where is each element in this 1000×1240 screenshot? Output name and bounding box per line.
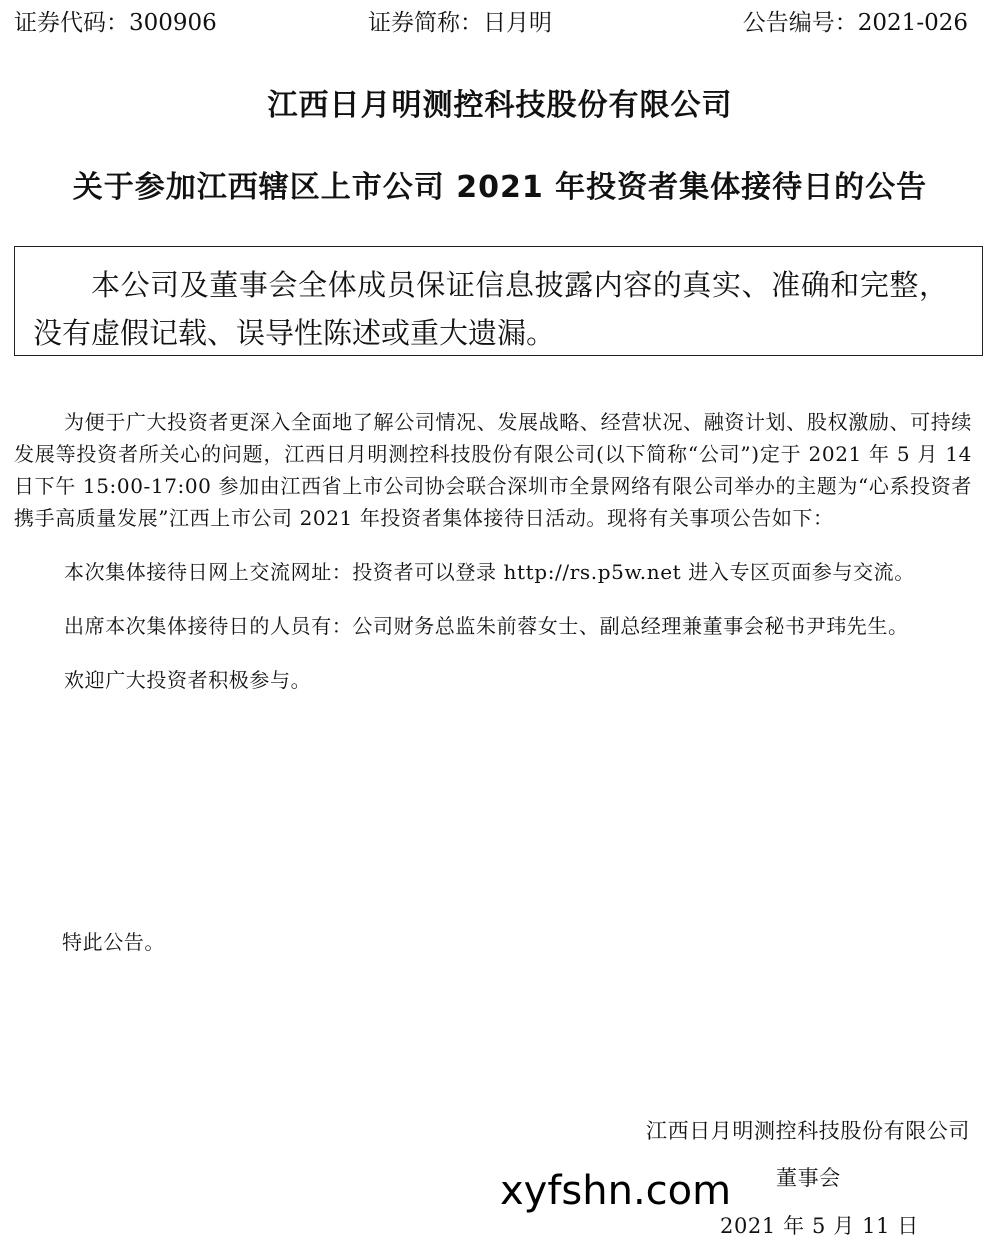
security-code: 证券代码：300906 (14, 10, 217, 36)
disclosure-statement: 本公司及董事会全体成员保证信息披露内容的真实、准确和完整，没有虚假记载、误导性陈述或重大遗漏。 (33, 268, 948, 350)
body-paragraph-attendees: 出席本次集体接待日的人员有：公司财务总监朱前蓉女士、副总经理兼董事会秘书尹玮先生。 (64, 614, 909, 638)
signature-company: 江西日月明测控科技股份有限公司 (646, 1119, 970, 1143)
signature-date: 2021 年 5 月 11 日 (720, 1214, 919, 1238)
security-short-name: 证券简称：日月明 (368, 10, 552, 36)
body-paragraph-url: 本次集体接待日网上交流网址：投资者可以登录 http://rs.p5w.net 进入专区页面参与交流。 (64, 560, 915, 584)
announcement-body (14, 406, 972, 718)
announcement-number: 公告编号：2021-026 (742, 10, 968, 36)
body-paragraph-welcome: 欢迎广大投资者积极参与。 (64, 668, 312, 692)
closing-statement: 特此公告。 (62, 930, 165, 954)
body-paragraph-intro: 为便于广大投资者更深入全面地了解公司情况、发展战略、经营状况、融资计划、股权激励、可持续发展等投资者所关心的问题，江西日月明测控科技股份有限公司(以下简称“公司”)定于 2021 年 5 月 14 日下午 15:00-17:00 参加由江西省上市公司协会联合深圳市全景网络有限公司举办的主题为“心系投资者 携手高质量发展”江西上市公司 2021 年投资者集体接待日活动。现将有关事项公告如下： (14, 410, 972, 530)
company-title: 江西日月明测控科技股份有限公司 (267, 88, 733, 123)
signature-board: 董事会 (776, 1166, 841, 1190)
disclosure-statement-box (14, 246, 983, 356)
announcement-title: 关于参加江西辖区上市公司 2021 年投资者集体接待日的公告 (72, 170, 928, 205)
watermark: xyfshn.com (500, 1168, 732, 1214)
